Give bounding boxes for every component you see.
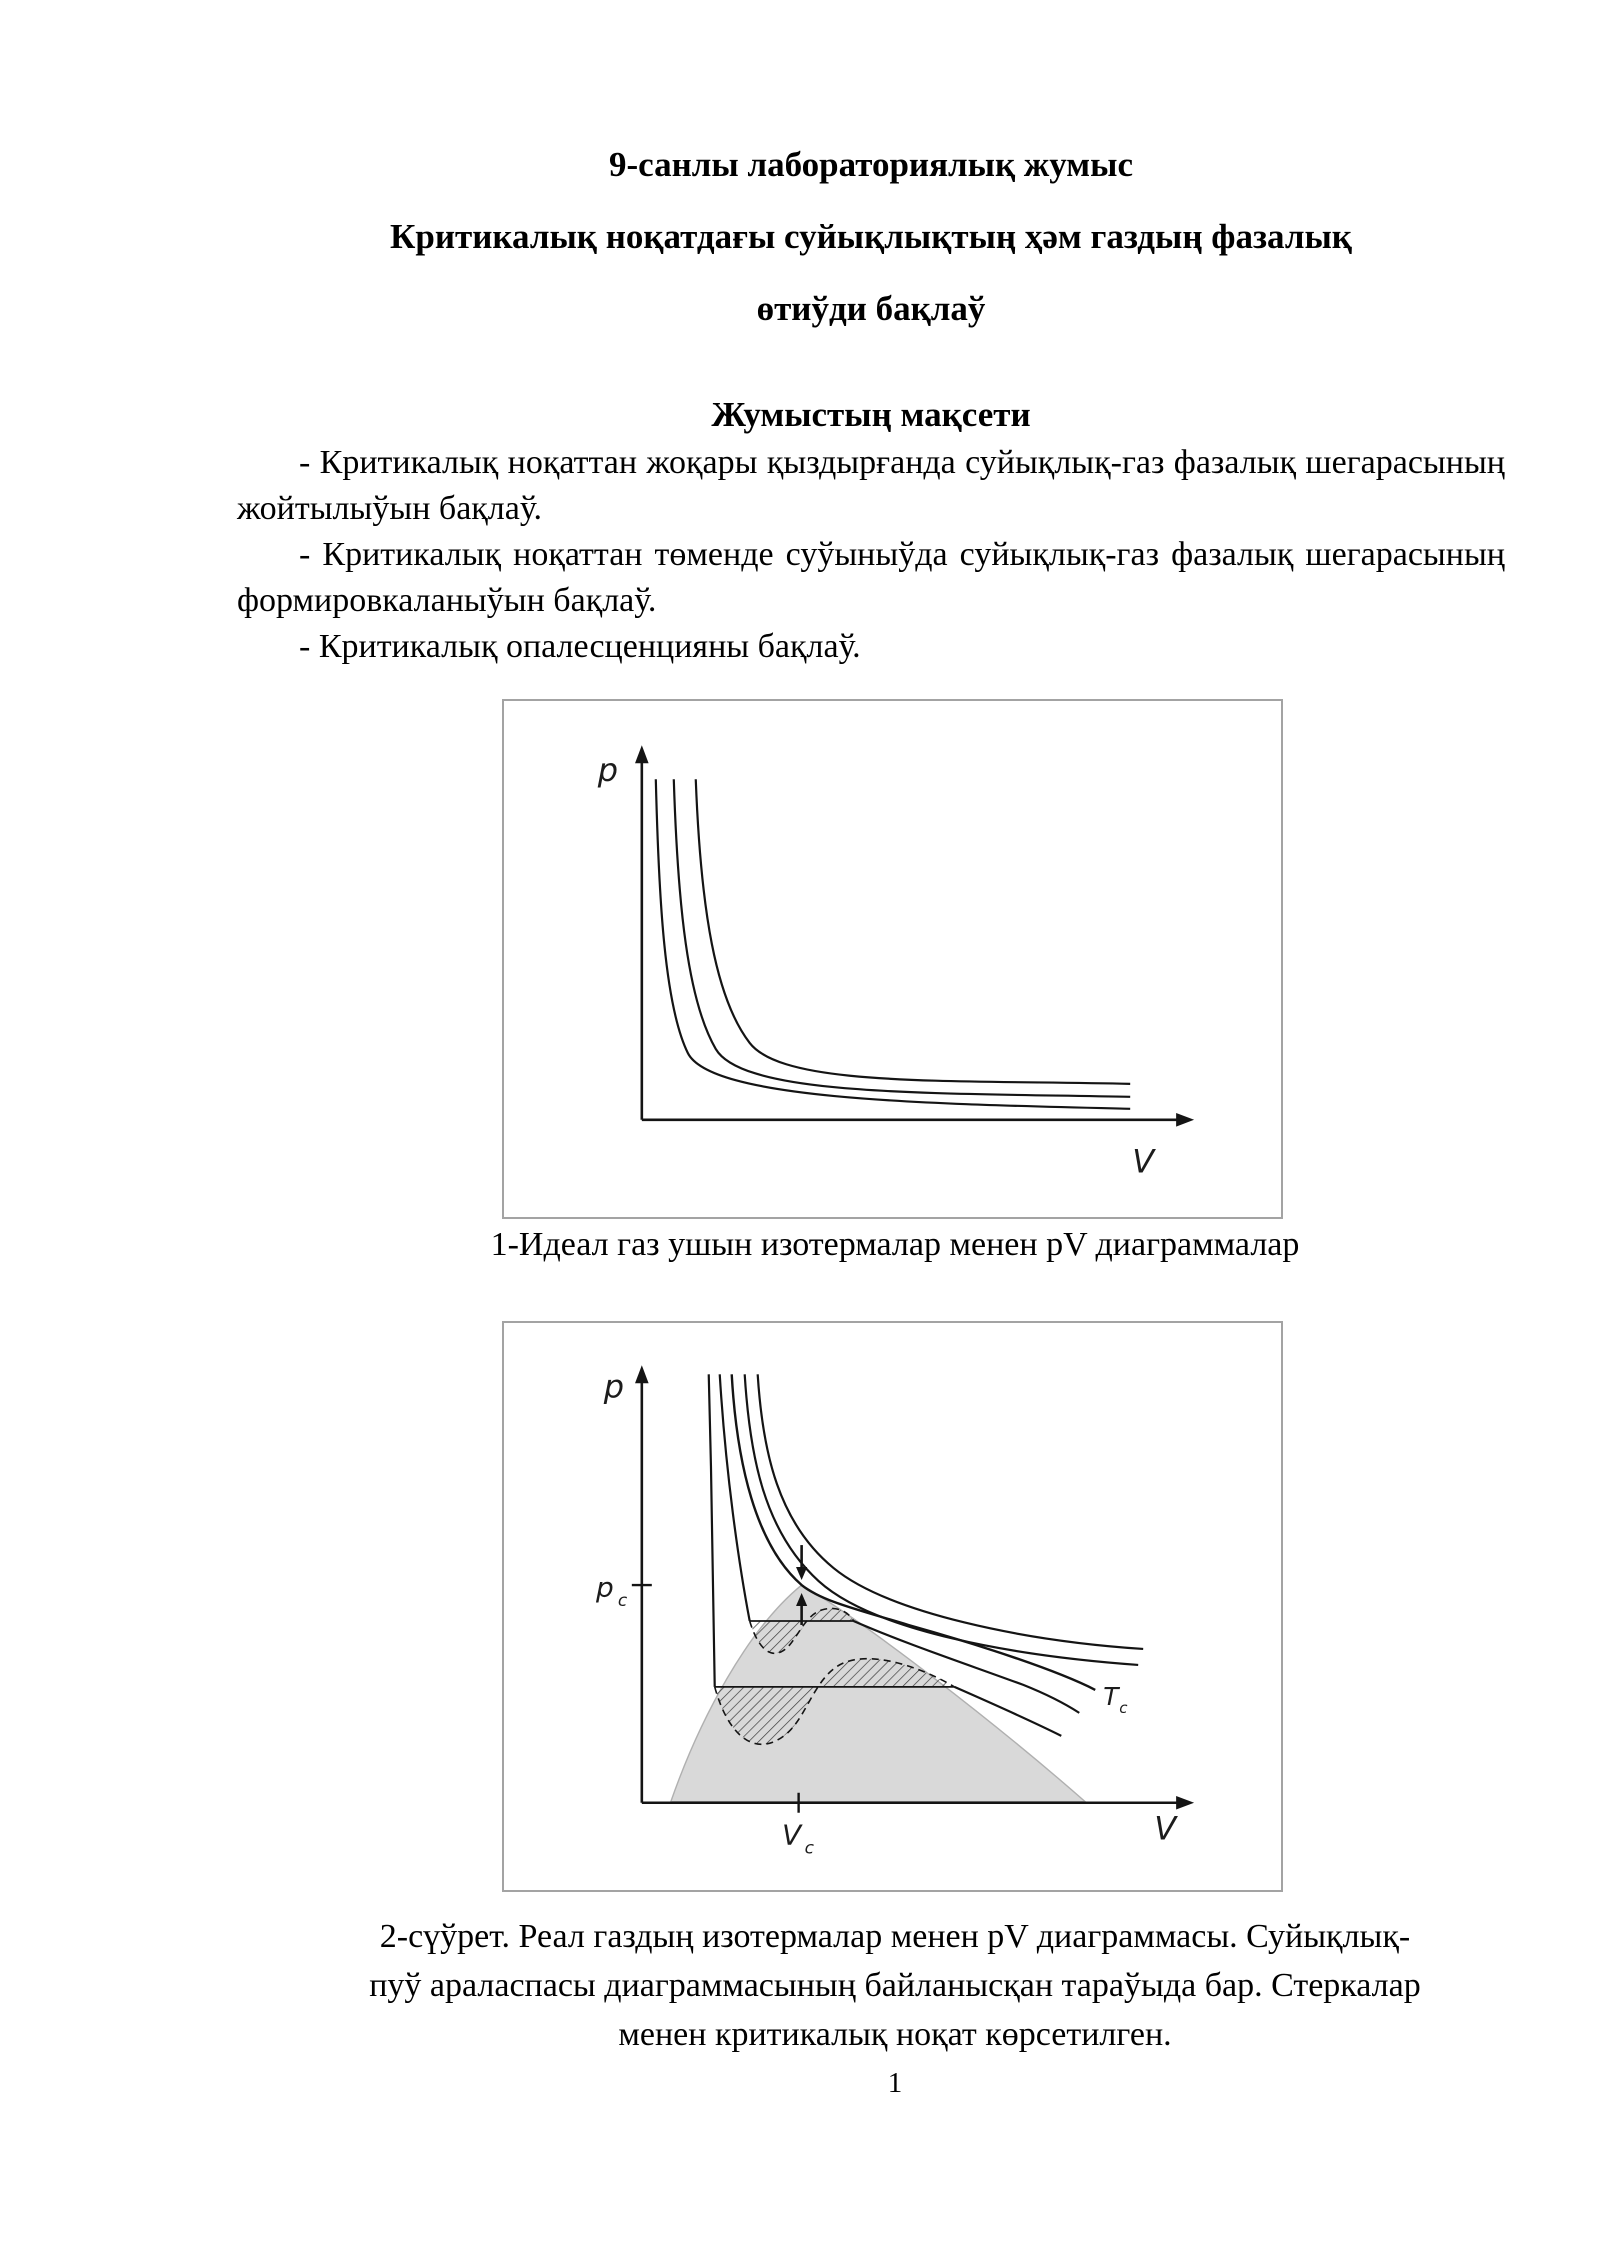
- figure2-vc-subscript: c: [804, 1838, 814, 1859]
- figure2-x-axis-arrow-icon: [1176, 1796, 1194, 1810]
- objective-item-1: - Критикалық ноқаттан жоқары қыздырғанда суйықлық-газ фазалық шегарасының жойтылыўын бақлаў.: [237, 444, 1505, 527]
- figure2-xlabel: V: [1154, 1809, 1177, 1848]
- figure2-vc-label: V: [782, 1818, 802, 1852]
- figure1-x-axis-arrow-icon: [1176, 1113, 1194, 1127]
- figure1-frame: [502, 699, 1283, 1219]
- doc-title-line1: 9-санлы лабораториялық жумыс: [608, 145, 1134, 184]
- figure1-y-axis-arrow-icon: [635, 745, 649, 763]
- figure2-chart: [504, 1323, 1281, 1890]
- figure2-y-axis-arrow-icon: [635, 1365, 649, 1383]
- figure2-pc-subscript: c: [617, 1591, 628, 1612]
- figure2-critical-point-arrow-down-head-icon: [796, 1567, 807, 1580]
- figure2-caption-line3: менен критикалық ноқат көрсетилген.: [618, 2016, 1172, 2053]
- figure2-tc-subscript: c: [1119, 1698, 1128, 1717]
- page-number: 1: [887, 2067, 903, 2099]
- figure2-caption: [275, 1912, 1515, 2059]
- figure1-xlabel: V: [1132, 1142, 1155, 1181]
- figure2-tc-label: T: [1103, 1681, 1119, 1711]
- figure1-ylabel: p: [597, 751, 619, 790]
- objective-item-3: - Критикалық опалесценцияны бақлаў.: [299, 628, 861, 665]
- section-heading: Жумыстың мақсети: [711, 395, 1031, 434]
- figure2-pc-label: p: [595, 1571, 614, 1605]
- doc-title-line2: Критикалық ноқатдағы суйықлықтың ҳәм газдың фазалық: [390, 217, 1352, 256]
- figure2-caption-line1: 2-сүўрет. Реал газдың изотермалар менен pV диаграммасы. Суйықлық-: [379, 1918, 1411, 1955]
- figure1-isotherm-high: [696, 779, 1130, 1084]
- figure2-frame: [502, 1321, 1283, 1892]
- figure2-ylabel: p: [603, 1367, 624, 1406]
- figure1-caption: 1-Идеал газ ушын изотермалар менен pV диаграммалар: [490, 1226, 1300, 1263]
- figure2-caption-line2: пуў араласпасы диаграммасының байланысқан тараўыда бар. Стеркалар: [369, 1967, 1421, 2004]
- figure2-isotherm-subcritical2-liquid-branch: [709, 1374, 715, 1687]
- figure1-isotherm-mid: [674, 779, 1130, 1097]
- doc-title-line3: өтиўди бақлаў: [756, 289, 986, 328]
- objective-item-2: - Критикалық ноқаттан төменде суўыныўда суйықлық-газ фазалық шегарасының формировкаланыўын бақлаў.: [237, 536, 1505, 619]
- figure1-chart: [504, 701, 1281, 1217]
